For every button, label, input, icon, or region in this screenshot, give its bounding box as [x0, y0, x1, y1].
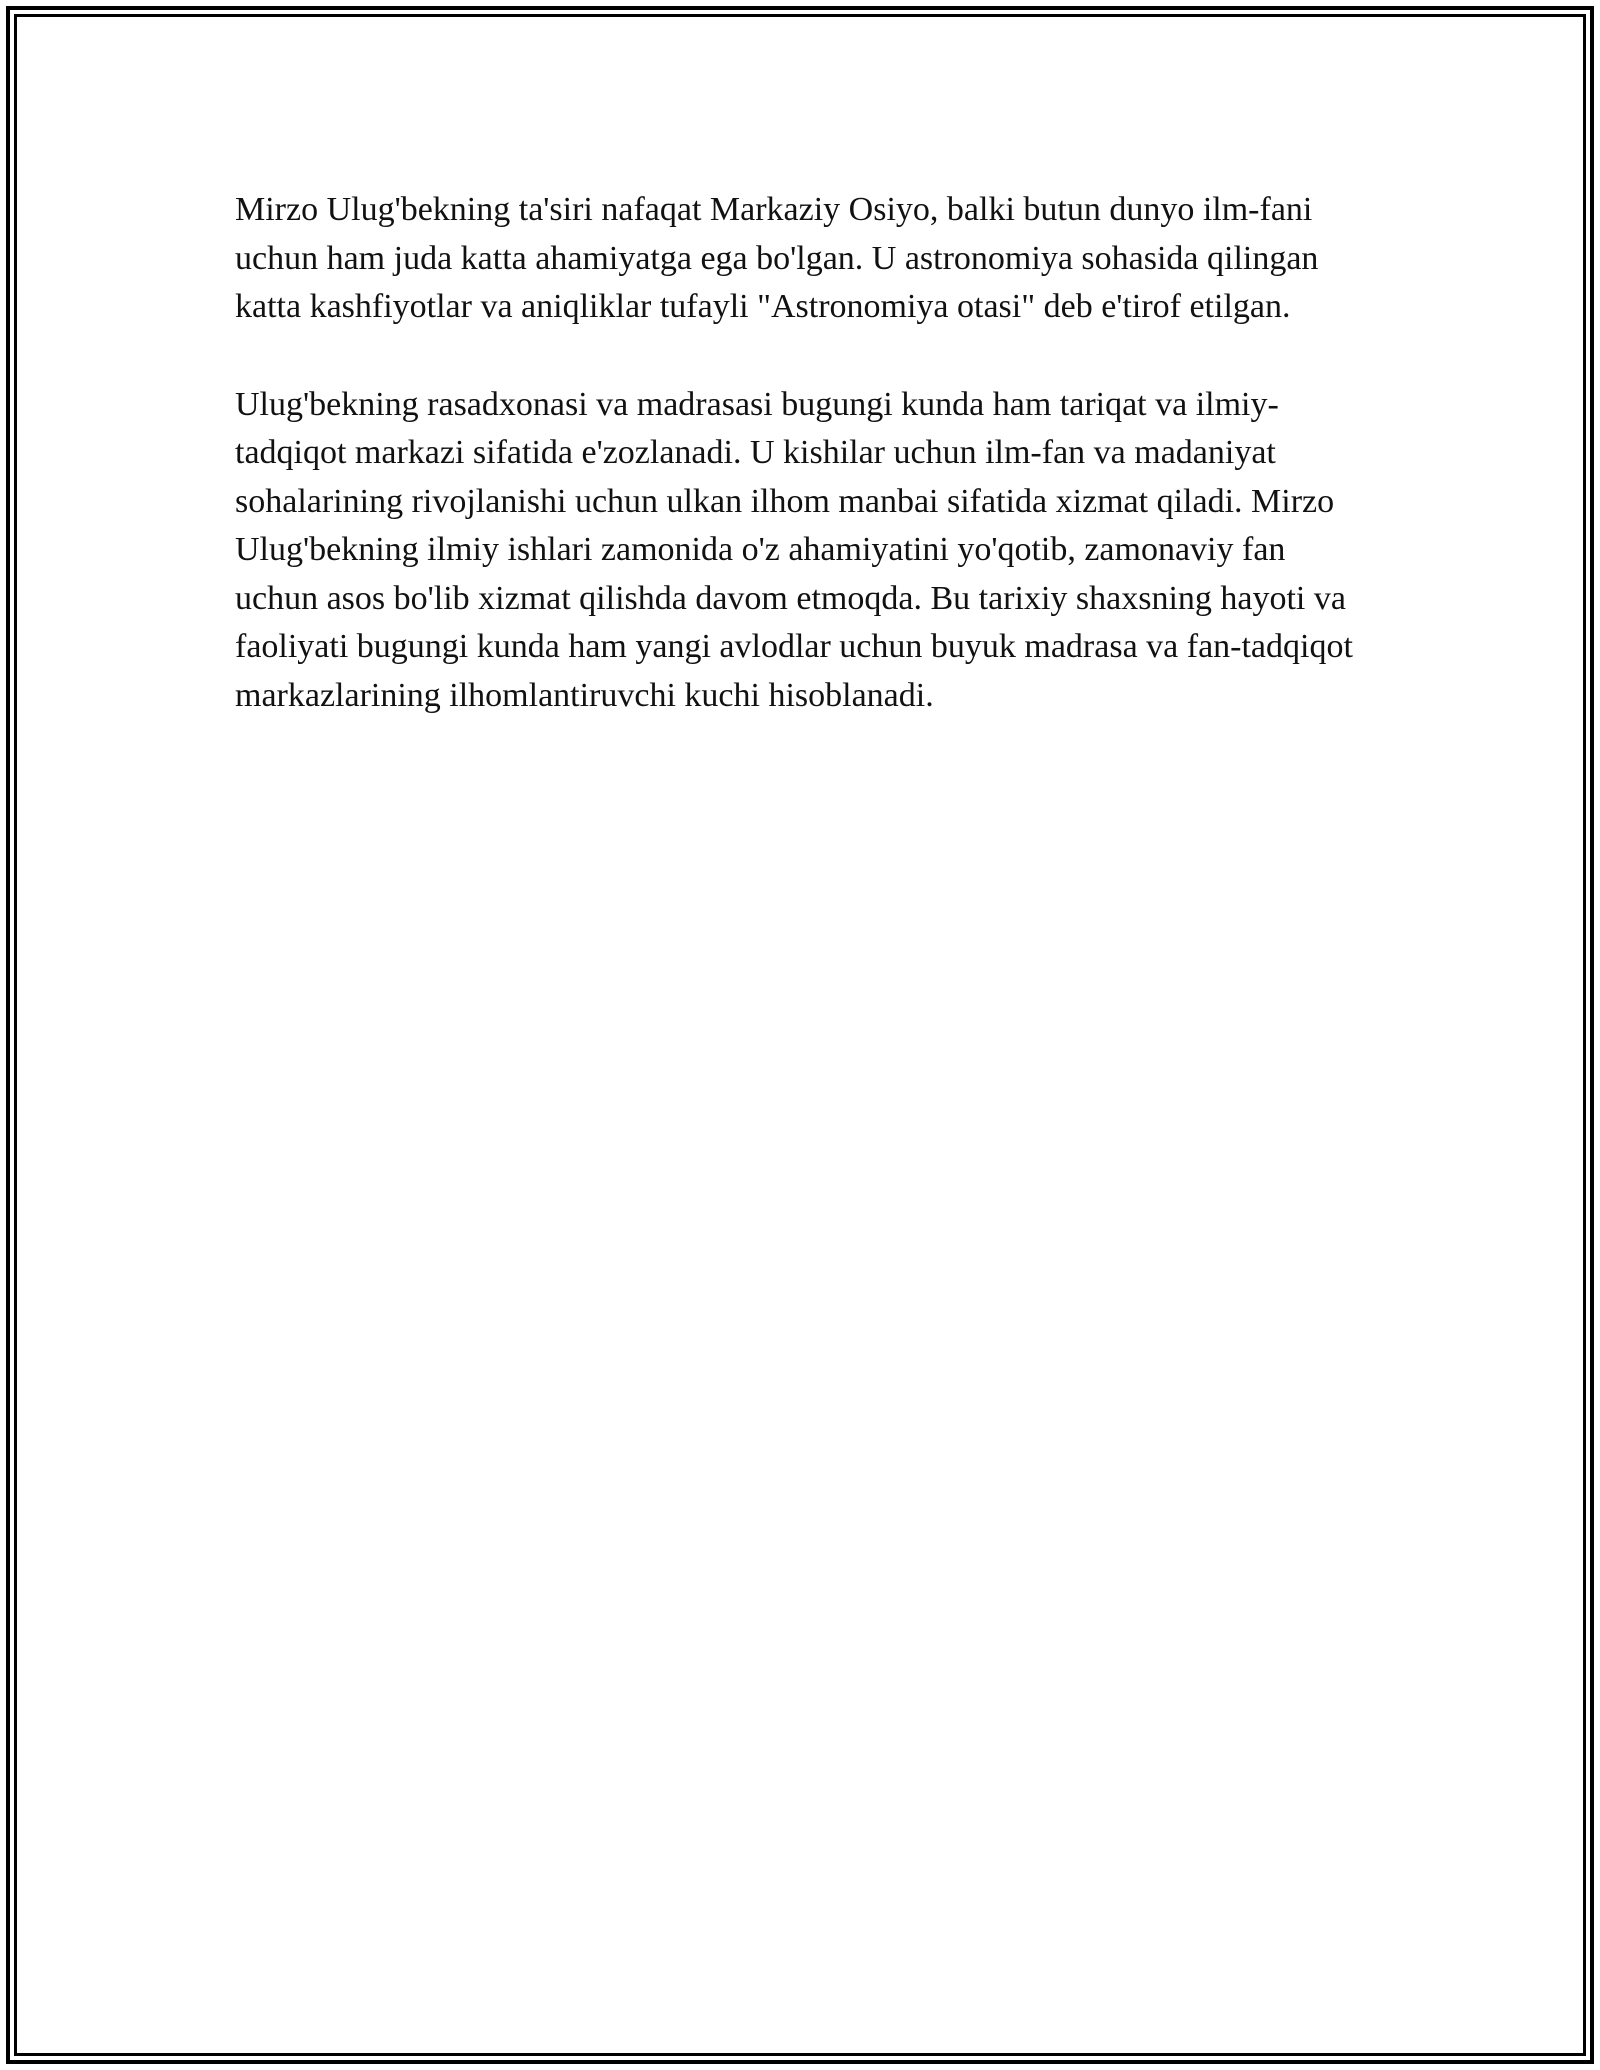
document-body	[235, 186, 1365, 769]
paragraph-1: Mirzo Ulug'bekning ta'siri nafaqat Markaziy Osiyo, balki butun dunyo ilm-fani uchun ham juda katta ahamiyatga ega bo'lgan. U astronomiya sohasida qilingan katta kashfiyotlar va aniqliklar tufayli "Astronomiya otasi" deb e'tirof etilgan.	[235, 191, 1319, 325]
paragraph-2: Ulug'bekning rasadxonasi va madrasasi bugungi kunda ham tariqat va ilmiy-tadqiqot markazi sifatida e'zozlanadi. U kishilar uchun ilm-fan va madaniyat sohalarining rivojlanishi uchun ulkan ilhom manbai sifatida xizmat qiladi. Mirzo Ulug'bekning ilmiy ishlari zamonida o'z ahamiyatini yo'qotib, zamonaviy fan uchun asos bo'lib xizmat qilishda davom etmoqda. Bu tarixiy shaxsning hayoti va faoliyati bugungi kunda ham yangi avlodlar uchun buyuk madrasa va fan-tadqiqot markazlarining ilhomlantiruvchi kuchi hisoblanadi.	[235, 385, 1353, 714]
